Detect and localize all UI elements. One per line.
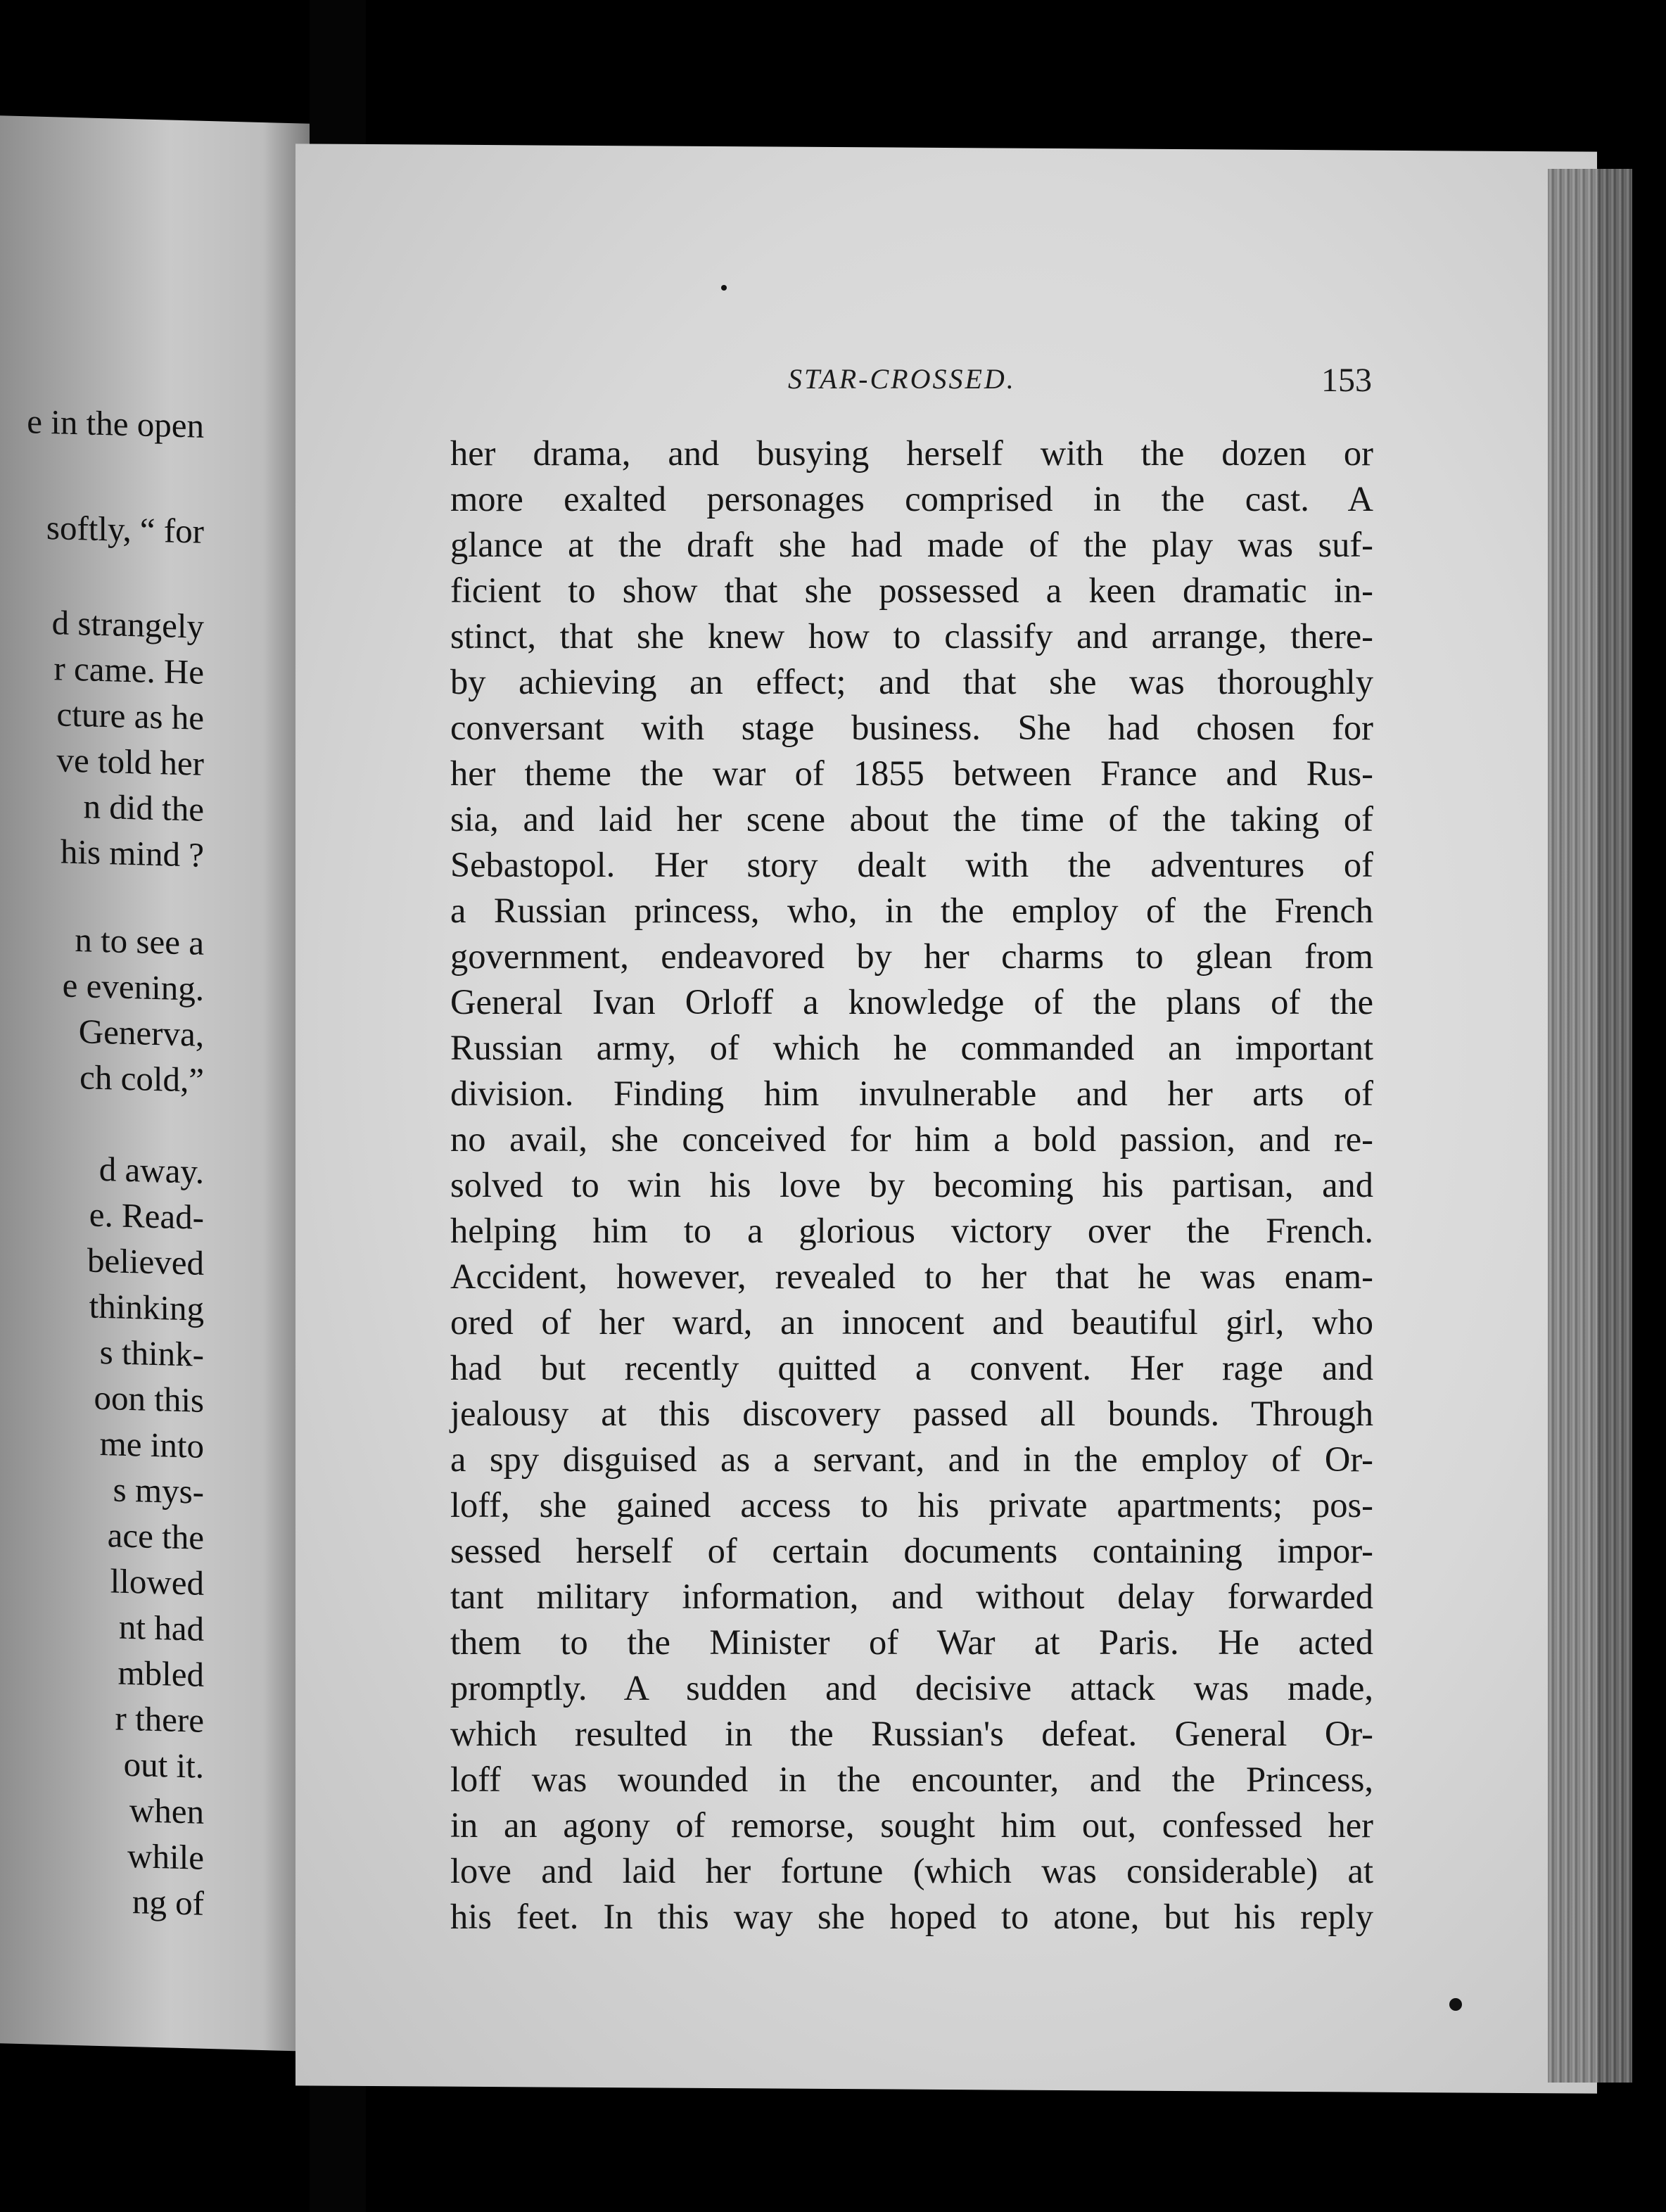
- left-page-line: r came. He: [53, 649, 204, 692]
- left-page-line: d away.: [98, 1149, 204, 1191]
- left-page-line: mbled: [117, 1653, 204, 1694]
- text-line: Russian army, of which he commanded an important: [450, 1028, 1373, 1067]
- left-page-line: oon this: [94, 1378, 204, 1420]
- text-line: tant military information, and without delay forwarded: [450, 1577, 1373, 1616]
- text-line: glance at the draft she had made of the play was suf-: [450, 525, 1373, 564]
- page-number: 153: [1321, 362, 1372, 399]
- text-line: a spy disguised as a servant, and in the employ of Or-: [450, 1439, 1373, 1479]
- text-line: sessed herself of certain documents containing impor-: [450, 1531, 1373, 1570]
- left-page-line: r there: [115, 1698, 204, 1740]
- left-page-line: softly, “ for: [46, 507, 204, 551]
- left-page-text: [0, 115, 310, 1923]
- text-line: sia, and laid her scene about the time of the taking of: [450, 799, 1373, 839]
- left-page-line: n did the: [83, 787, 204, 829]
- left-page-line: e evening.: [62, 965, 204, 1008]
- text-line: solved to win his love by becoming his partisan, and: [450, 1165, 1373, 1204]
- left-page-line: Generva,: [78, 1012, 204, 1054]
- left-page: [0, 115, 310, 2052]
- left-page-line: when: [129, 1791, 204, 1831]
- text-line: helping him to a glorious victory over the French.: [450, 1211, 1373, 1250]
- left-page-line: out it.: [123, 1744, 204, 1786]
- left-page-line: while: [127, 1836, 204, 1877]
- body-text: [450, 431, 1373, 1940]
- left-page-line: me into: [99, 1423, 204, 1466]
- left-page-line: d strangely: [51, 603, 204, 646]
- text-line: ficient to show that she possessed a keen dramatic in-: [450, 571, 1373, 610]
- left-page-line: ace the: [107, 1515, 204, 1557]
- text-line: loff, she gained access to his private apartments; pos-: [450, 1485, 1373, 1525]
- text-line: government, endeavored by her charms to glean from: [450, 936, 1373, 976]
- text-line: more exalted personages comprised in the cast. A: [450, 479, 1373, 519]
- text-line: promptly. A sudden and decisive attack was made,: [450, 1668, 1373, 1708]
- left-page-line: llowed: [110, 1561, 204, 1603]
- text-line: stinct, that she knew how to classify and arrange, there-: [450, 616, 1373, 656]
- left-page-line: ng of: [132, 1882, 204, 1923]
- text-line: her drama, and busying herself with the dozen or: [450, 433, 1373, 473]
- text-line: love and laid her fortune (which was considerable) at: [450, 1851, 1373, 1890]
- left-page-line: ch cold,”: [80, 1057, 204, 1100]
- left-page-line: cture as he: [56, 694, 204, 737]
- text-line: a Russian princess, who, in the employ of the French: [450, 891, 1373, 930]
- text-line: division. Finding him invulnerable and her arts of: [450, 1074, 1373, 1113]
- text-line: conversant with stage business. She had chosen for: [450, 708, 1373, 747]
- left-page-line: nt had: [118, 1607, 204, 1648]
- text-line: in an agony of remorse, sought him out, confessed her: [450, 1805, 1373, 1845]
- text-line: them to the Minister of War at Paris. He acted: [450, 1622, 1373, 1662]
- text-line: by achieving an effect; and that she was thoroughly: [450, 662, 1373, 701]
- text-line: General Ivan Orloff a knowledge of the plans of the: [450, 982, 1373, 1022]
- text-line: loff was wounded in the encounter, and the Princess,: [450, 1760, 1373, 1799]
- text-line: no avail, she conceived for him a bold passion, and re-: [450, 1119, 1373, 1159]
- left-page-line: ve told her: [56, 740, 204, 783]
- left-page-line: s mys-: [113, 1470, 204, 1511]
- ink-speck: [721, 285, 727, 291]
- left-page-line: e. Read-: [89, 1195, 204, 1237]
- text-line: his feet. In this way she hoped to atone, but his reply: [450, 1897, 1373, 1936]
- text-line: Accident, however, revealed to her that he was enam-: [450, 1257, 1373, 1296]
- text-line: ored of her ward, an innocent and beautiful girl, who: [450, 1302, 1373, 1342]
- text-line: had but recently quitted a convent. Her rage and: [450, 1348, 1373, 1387]
- text-line: which resulted in the Russian's defeat. General Or-: [450, 1714, 1373, 1753]
- running-title: STAR-CROSSED.: [788, 363, 1016, 395]
- text-line: Sebastopol. Her story dealt with the adventures of: [450, 845, 1373, 884]
- text-line: jealousy at this discovery passed all bounds. Through: [450, 1394, 1373, 1433]
- page-edges: [1548, 169, 1632, 2083]
- left-page-line: n to see a: [75, 920, 204, 962]
- left-page-line: his mind ?: [60, 832, 204, 875]
- left-page-line: believed: [87, 1240, 204, 1283]
- left-page-line: thinking: [89, 1286, 204, 1328]
- running-head: [450, 362, 1372, 405]
- left-page-line: s think-: [99, 1332, 204, 1374]
- left-page-line: e in the open: [27, 402, 204, 445]
- ink-speck: [1449, 1998, 1462, 2011]
- text-line: her theme the war of 1855 between France and Rus-: [450, 754, 1373, 793]
